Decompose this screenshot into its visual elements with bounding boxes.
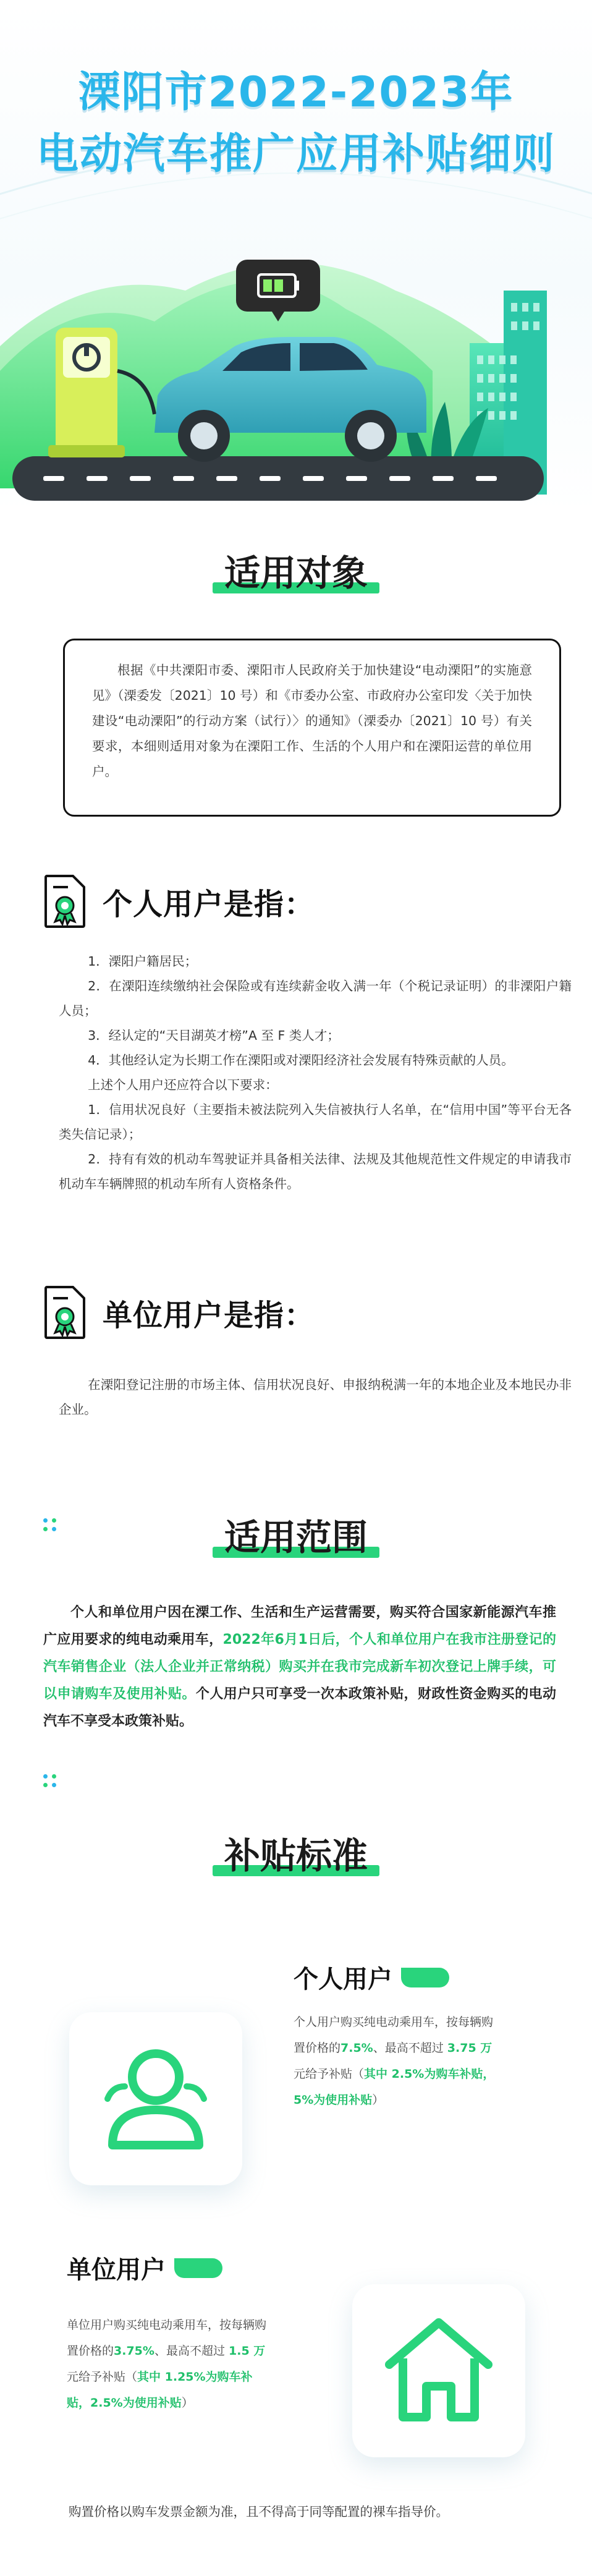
users-icon [69,2012,242,2185]
individual-users-list [59,949,572,1196]
desc-cap: 1.5 万 [229,2344,266,2358]
section-title-text: 补贴标准 [224,1835,368,1877]
list-item: 1．信用状况良好（主要指未被法院列入失信被执行人名单，在“信用中国”等平台无各类失信记录）； [59,1102,572,1142]
desc-line [294,2087,559,2113]
desc-green: 贴，2.5%为使用补贴 [67,2396,182,2410]
desc-text: 置价格的 [67,2344,114,2358]
hero-title-line1: 溧阳市2022-2023年 [78,68,514,117]
unit-label-text: 单位用户 [67,2256,166,2284]
hero-banner [0,0,592,513]
desc-green: 其中 2.5%为购车补贴， [364,2067,495,2081]
list-item: 2．持有有效的机动车驾驶证并具备相关法律、法规及其他规范性文件规定的申请我市机动车车辆牌照的机动车所有人资格条件。 [59,1152,572,1191]
list-item: 3．经认定的“天目湖英才榜”A 至 F 类人才； [88,1028,340,1043]
scope-text-part1: 个人和单位用户因在溧工作、生活和生产运营需要，购买符合国家新能源汽车推广应用要求的纯电动乘用车， [43,1605,556,1647]
desc-text: 、最高不超过 [373,2041,444,2055]
desc-line [294,2061,559,2087]
hero-title-line2: 电动汽车推广应用补贴细则 [36,130,556,179]
desc-text: ） [372,2093,384,2107]
house-icon-card [352,2284,525,2457]
desc-text: 置价格的 [294,2041,341,2055]
certificate-icon [43,875,87,928]
certificate-icon [43,1286,87,1339]
scope-text-highlight: 2022年6月1日后，个人和单位用户在我市注册登记的汽车销售企业（法人企业并正常纳税）购买并在我市完成新车初次登记上牌手续，可以申请购车及使用补贴。 [43,1632,556,1702]
desc-percent: 7.5% [340,2041,373,2055]
section-title-standard [0,1827,592,1879]
desc-text: 元给予补贴（ [294,2067,365,2081]
unit-users-text: 在溧阳登记注册的市场主体、信用状况良好、申报纳税满一年的本地企业及本地民办非企业。 [59,1377,572,1417]
footer-note: 购置价格以购车发票金额为准，且不得高于同等配置的裸车指导价。 [69,2504,449,2519]
list-item: 1．溧阳户籍居民； [88,954,198,969]
scope-text-part2: 个人用户只可享受一次本政策补贴，财政性资金购买的电动汽车不享受本政策补贴。 [43,1686,556,1729]
section-title-text: 适用范围 [224,1516,368,1558]
section-title-scope [0,1508,592,1560]
users-icon-card [69,2012,242,2185]
desc-line [67,2364,326,2390]
desc-line: 个人用户购买纯电动乘用车，按每辆购 [294,2015,494,2029]
desc-percent: 3.75% [114,2344,154,2358]
desc-green: 5%为使用补贴 [294,2093,373,2107]
intro-text: 根据《中共溧阳市委、溧阳市人民政府关于加快建设“电动溧阳”的实施意见》（溧委发〔2021〕10 号）和《市委办公室、市政府办公室印发〈关于加快建设“电动溧阳”的行动方案（试行）〉的通知》（溧委办〔2021〕10 号）有关要求，本细则适用对象为在溧阳工作、生活的个人用户和在溧阳运营的单位用户。 [92,663,532,779]
unit-subsidy-desc [67,2312,326,2416]
unit-subsidy-label [67,2250,222,2285]
label-accent-bar [174,2258,222,2278]
desc-text: ） [181,2396,193,2410]
desc-line [67,2390,326,2416]
desc-green: 其中 1.25%为购车补 [137,2370,253,2384]
list-item: 4．其他经认定为长期工作在溧阳或对溧阳经济社会发展有特殊贡献的人员。 [88,1053,514,1068]
desc-text: 元给予补贴（ [67,2370,138,2384]
label-accent-bar [401,1968,449,1987]
desc-line [67,2338,326,2364]
desc-line: 单位用户购买纯电动乘用车，按每辆购 [67,2318,267,2332]
personal-subsidy-label [294,1960,449,1995]
desc-text: 、最高不超过 [154,2344,225,2358]
scope-text [43,1599,556,1735]
desc-cap: 3.75 万 [447,2041,493,2055]
unit-users-heading [43,1286,315,1339]
house-icon [352,2284,525,2457]
individual-users-heading [43,875,315,928]
section-title-applicable-objects [0,544,592,596]
list-item: 2．在溧阳连续缴纳社会保险或有连续薪金收入满一年（个税记录证明）的非溧阳户籍人员； [59,979,572,1018]
personal-label-text: 个人用户 [294,1965,392,1994]
section-title-text: 适用对象 [224,552,368,594]
individual-users-heading-text: 个人用户是指： [103,886,315,922]
desc-line [294,2035,559,2061]
personal-subsidy-desc [294,2009,559,2113]
unit-users-heading-text: 单位用户是指： [103,1298,315,1333]
unit-users-text-block [59,1372,572,1422]
requirements-intro: 上述个人用户还应符合以下要求： [88,1078,278,1092]
intro-box [63,639,561,817]
